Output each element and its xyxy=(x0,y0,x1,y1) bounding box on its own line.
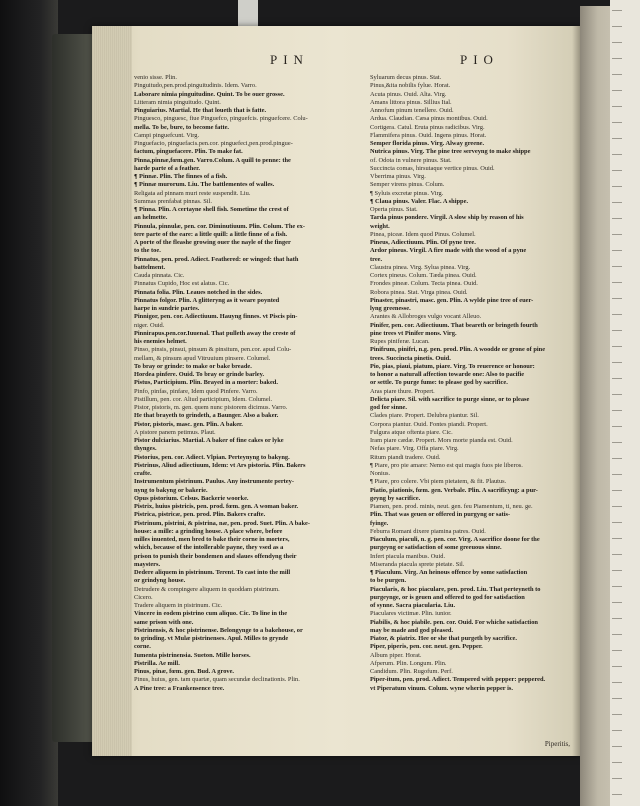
right-column-line: Cortigera. Catul. Eruta pinus radicibus. Virg. xyxy=(370,123,485,131)
left-column-line: Pistor dulciarius. Martial. A baker of fine cakes or lyke xyxy=(134,437,284,444)
right-column-line: Miseranda piacula sprete pietate. Sil. xyxy=(370,560,465,568)
ruler-tick xyxy=(612,762,622,763)
left-column-line: same prison with one. xyxy=(134,618,194,626)
right-column-line: ¶ Piaculum. Virg. An heinous offence by some satisfaction xyxy=(370,569,528,576)
ruler-tick xyxy=(612,650,622,651)
ruler-tick xyxy=(612,138,622,139)
right-column-line: Fulgura atque oftenta piare. Cic. xyxy=(370,428,453,436)
left-column-line: maysters. xyxy=(134,560,161,568)
ruler-tick xyxy=(612,58,622,59)
right-column-line: Ardua. Claudian. Cæsa pinus montibus. Ouid. xyxy=(370,115,488,123)
left-column-line: To bray or grinde: to make or bake breade. xyxy=(134,362,252,370)
ruler-tick xyxy=(612,122,622,123)
catchword: Piperitis, xyxy=(544,740,570,748)
right-column-line: Delicta piare. Sil. with sacrifice to purge sinne, or to please xyxy=(370,395,530,403)
left-column-line: Pinnirapus.pen.cor.Iuuenal. That pulleth away the creste of xyxy=(134,329,296,337)
ruler-tick xyxy=(612,474,622,475)
right-column-line: Clades piare. Propert. Delubra piantur. Sil. xyxy=(370,412,479,420)
left-column-line: factum, pinguefacere. Plin. To make fat. xyxy=(134,148,243,156)
left-column-line: which, because of the intollerable payne, they vsed as a xyxy=(134,544,284,552)
left-column-line: an helmette. xyxy=(134,214,168,222)
right-column-line: to be purgen. xyxy=(370,577,407,585)
right-column-line: Piatio, piationis, fœm. gen. Verbale. Plin. A sacrificyng: a pur- xyxy=(370,486,538,494)
left-column-line: Pistrinus, Aliud adiectiuum, Idem: vt Ars pistoria. Plin. Bakers xyxy=(134,461,306,469)
left-column-line: Cicero. xyxy=(134,593,153,601)
right-column-line: Piaculum, piaculi, n. g. pen. cor. Virg. A sacrifice doone for the xyxy=(370,536,540,543)
left-column-line: Pinna,pinnæ,fœm.gen. Varro.Colum. A quill to penne: the xyxy=(134,156,291,164)
right-column-line: Pinea, piceæ. Idem quod Pinus. Columel. xyxy=(370,230,476,238)
left-column-line: harpe in sundrie partes. xyxy=(134,305,200,312)
right-column-line: Pinifer, pen. cor. Adiectiuum. That beareth or bringeth fourth xyxy=(370,321,538,329)
left-column-line: Pinnigor, pen. cor. Adiectiuum. Hauyng finnes. vt Piscis pin- xyxy=(134,313,298,321)
right-column-line: trees. Succincta pinetis. Ouid. xyxy=(370,354,451,362)
left-column-line: milles inuented, men bred to bake their corne in morters, xyxy=(134,536,290,543)
ruler-tick xyxy=(612,554,622,555)
ruler-tick xyxy=(612,346,622,347)
right-column-line: Cortex pineus. Colum. Tæda pinea. Ouid. xyxy=(370,272,477,279)
left-column-line: Pistor, pistoris, masc. gen. Plin. A baker. xyxy=(134,420,243,428)
right-column-line: pine trees vt Pinifer mons. Virg. xyxy=(370,329,457,337)
right-column-line: purgeyng or satisfaction of some greeuous sinne. xyxy=(370,544,502,552)
ruler-tick xyxy=(612,266,622,267)
right-column-line: Claustra pinea. Virg. Sylua pinea. Virg. xyxy=(370,263,471,271)
ruler-tick xyxy=(612,730,622,731)
left-column-line: Pinnula, pinnulæ, pen. cor. Diminutiuum. Plin. Colum. The ex- xyxy=(134,222,305,230)
right-column-line: Frondes pineæ. Colum. Tecta pinea. Ouid. xyxy=(370,280,478,288)
right-column-line: may be made and god pleased. xyxy=(370,626,454,634)
right-column-line: lyng greenesse. xyxy=(370,305,411,312)
left-column-line: Pistrica, pistricæ, pen. prod. Plin. Bakers crafte. xyxy=(134,511,266,519)
left-column-line: Vincere in eodem pistrino cum aliquo. Cic. To line in the xyxy=(134,610,288,618)
left-column-line: Hordea pinfere. Ouid. To bray or grinde barley. xyxy=(134,371,265,378)
left-column-line: Cauda pinnata. Cic. xyxy=(134,272,185,279)
left-column-line: Summas prenfabat pinnas. Sil. xyxy=(134,197,212,205)
right-column-line: Pinifrum, pinifri, n.g. pen. prod. Plin. A woodde or grone of pine xyxy=(370,346,546,354)
right-column-line: Album piper. Horat. xyxy=(370,651,422,659)
left-column-line: nyng to bakyng or bakerie. xyxy=(134,486,208,494)
left-column-line: Pistrinensis, & hoc pistrinense. Belongynge to a bakehouse, or xyxy=(134,626,303,634)
scan-background-left xyxy=(0,0,58,806)
left-column-line: Religata ad pinnam muri reste suspendit. Liu. xyxy=(134,189,251,197)
left-column-line: Iumenta pistrinensia. Sueton. Mille horses. xyxy=(134,651,251,659)
left-column-line: Pinnata folia. Plin. Leaues notched in the sides. xyxy=(134,288,263,296)
left-column-line: Pistillum, pen. cor. Aliud participium, Idem. Columel. xyxy=(134,395,273,403)
right-column-line: ¶ Piare, pro colere. Vbi piem pietatem, & fit. Plautus. xyxy=(370,478,507,486)
right-column-line: Operta pinus. Stat. xyxy=(370,206,418,213)
left-column-line: A porte of the fleashe growing ouer the nayle of the finger xyxy=(134,239,291,246)
left-column-line: A pistore panem petimus. Plaut. xyxy=(134,428,216,436)
running-head-left: PIN xyxy=(270,52,309,67)
right-column-line: Nonius. xyxy=(370,470,391,477)
left-column-line: ¶ Pinnæ murorum. Liu. The battlementes of walles. xyxy=(134,181,275,189)
ruler-tick xyxy=(612,250,622,251)
page-stack-edge xyxy=(92,26,132,756)
ruler-tick xyxy=(612,634,622,635)
left-column-line: niger. Ouid. xyxy=(134,321,165,329)
ruler-tick xyxy=(612,666,622,667)
left-column-line: Campi pinguefcunt. Virg. xyxy=(134,131,200,139)
ruler-tick xyxy=(612,522,622,523)
right-column-line: Amans littora pinus. Sillius Ital. xyxy=(370,98,452,106)
right-column-line: Afperum. Plin. Longum. Plin. xyxy=(370,659,447,667)
ruler-tick xyxy=(612,202,622,203)
left-column-line: Tradere aliquem in pistrinum. Cic. xyxy=(134,602,223,609)
left-column-line: Pinfo, pinfas, pinfare, Idem quod Pinfere. Varro. xyxy=(134,387,258,395)
ruler-tick xyxy=(612,90,622,91)
left-column-line: Pistrilla. Ae mill. xyxy=(134,659,180,667)
right-column-line: ¶ Claua pinus. Valer. Flac. A shippe. xyxy=(370,197,469,205)
ruler-tick xyxy=(612,410,622,411)
right-column-line: Pineus, Adiectiuum. Plin. Of pyne tree. xyxy=(370,239,476,246)
right-column-line: Robora pinea. Stat. Virga pinea. Ouid. xyxy=(370,288,468,296)
right-column-line: Ardor pineus. Virgil. A fire made with the wood of a pyne xyxy=(370,247,527,255)
right-column-line: ¶ Piare, pro pie amare: Nemo est qui magis fuos pie liberos. xyxy=(370,461,523,469)
left-column-line: ¶ Pinnæ. Plin. The finnes of a fish. xyxy=(134,173,228,180)
right-column-line: of synne. Sacra piacularia. Liu. xyxy=(370,602,456,609)
right-column-line: ¶ Syluis excretæ pinus. Virg. xyxy=(370,189,444,197)
left-column-line: to grinding. vt Mulæ pistrinenses. Apul. Milles to grynde xyxy=(134,635,289,642)
left-column-line: Instrumentum pistrinum. Paulus. Any instrumente pertey- xyxy=(134,478,294,486)
right-column-line: Pio, pias, piaui, piatum, piare. Virg. To reuerence or honour: xyxy=(370,362,535,370)
right-column-line: weight. xyxy=(370,222,390,230)
left-column-line: Pinnatus folgor. Plin. A glitteryng as it weare poynted xyxy=(134,296,280,304)
right-column-line: Acuta pinus. Ouid. Alta. Virg. xyxy=(370,90,447,98)
ruler-tick xyxy=(612,714,622,715)
left-column-line: house: a mille: a grinding house. A place where, before xyxy=(134,527,283,535)
ruler-tick xyxy=(612,298,622,299)
right-column-line: Tarda pinus pondere. Virgil. A slow ship by reason of his xyxy=(370,214,524,222)
right-column-line: Piper-itum, pen. prod. Adiect. Tempered with pepper: peppered. xyxy=(370,676,546,684)
right-column-line: Arantes & Allobroges vulgo vocant Alleuo. xyxy=(370,313,482,321)
ruler-tick xyxy=(612,698,622,699)
left-column-line: venio sisse. Plin. xyxy=(134,74,177,81)
right-column-line: Feburra Romani dixere piamina patres. Ouid. xyxy=(370,527,486,535)
ruler-tick xyxy=(612,538,622,539)
ruler-tick xyxy=(612,154,622,155)
left-column-line: Pinguesco, pinguesc, fiue Pinguefco, pinguefcis. pinguefcere. Colu- xyxy=(134,115,308,123)
ruler-tick xyxy=(612,394,622,395)
ruler-tick xyxy=(612,234,622,235)
ruler-tick xyxy=(612,426,622,427)
right-column-line: Candidum. Plin. Rugofum. Perf. xyxy=(370,668,453,675)
right-text-column xyxy=(370,74,570,693)
right-column-line: Flammifera pinus. Ouid. Ingens pinus. Horat. xyxy=(370,131,487,139)
right-column-line: to honor a naturall affection towarde one: Also to pacifie xyxy=(370,371,525,378)
ruler-tick xyxy=(612,362,622,363)
scanner-ruler-right xyxy=(610,0,640,806)
right-column-line: Vberrima pinus. Virg. xyxy=(370,173,426,180)
left-column-line: mellam, & pinsum apud Vitruuium pinsere. Columel. xyxy=(134,354,271,362)
ruler-tick xyxy=(612,794,622,795)
running-head xyxy=(140,52,570,68)
ruler-tick xyxy=(612,330,622,331)
ruler-tick xyxy=(612,314,622,315)
left-column-line: tere parte of the eare: a little quill: a little finne of a fish. xyxy=(134,230,288,238)
ruler-tick xyxy=(612,378,622,379)
right-column-line: fyinge. xyxy=(370,519,389,527)
left-column-line: crafte. xyxy=(134,470,152,477)
left-column-line: Pistrix, huius pistricis, pen. prod. fœm. gen. A woman baker. xyxy=(134,503,299,510)
right-column-line: Infert piacula manibus. Ouid. xyxy=(370,552,446,560)
ruler-tick xyxy=(612,106,622,107)
right-column-line: Pinus,&ita nobilis fylue. Horat. xyxy=(370,82,451,90)
left-column-line: Pinnatus Cupido, Hoc est alatus. Cic. xyxy=(134,280,230,288)
ruler-tick xyxy=(612,42,622,43)
ruler-tick xyxy=(612,442,622,443)
ruler-tick xyxy=(612,10,622,11)
right-column-line: purgeynge, or is geuen and offered to god for satisfaction xyxy=(370,593,525,601)
ruler-tick xyxy=(612,186,622,187)
left-column-line: Pistorius, pen. cor. Adiect. Vlpian. Perteynyng to bakyng. xyxy=(134,453,290,461)
left-column-line: prison to punish their bondemen and slaues offendyng their xyxy=(134,552,297,560)
ruler-tick xyxy=(612,682,622,683)
right-column-line: Ritum piandi tradere. Ouid. xyxy=(370,453,441,461)
ruler-tick xyxy=(612,618,622,619)
running-head-right: PIO xyxy=(460,52,499,67)
right-column-line: Piabilis, & hoc piabile. pen. cor. Ouid. For whiche satisfaction xyxy=(370,618,538,626)
right-column-line: or settle. To purge fume: to please god by sacrifice. xyxy=(370,379,508,387)
ruler-tick xyxy=(612,746,622,747)
left-column-line: Opus pistorium. Celsus. Backerie woorke. xyxy=(134,494,249,502)
left-column-line: thynges. xyxy=(134,445,157,453)
left-column-line: or grindyng house. xyxy=(134,577,186,585)
right-column-line: Nefas piare. Virg. Offa piare. Virg. xyxy=(370,445,459,453)
right-column-line: Piator, & piatrix. Hee or she that purgeth by sacrifice. xyxy=(370,635,517,642)
right-column-line: Piper, piperis, pen. cor. neut. gen. Pepper. xyxy=(370,643,483,651)
left-column-line: Pinguitudo,pen.prod.pinguitudinis. Idem. Varro. xyxy=(134,82,257,90)
left-column-line: harde parte of a feather. xyxy=(134,164,200,172)
ruler-tick xyxy=(612,570,622,571)
right-column-line: Plin. That was geuen or offered in purgyng or satis- xyxy=(370,511,511,519)
left-column-line: Detrudere & compingere aliquem in quoddam pistrinum. xyxy=(134,585,280,593)
right-column-line: god for sinne. xyxy=(370,404,407,411)
right-column-line: Iram piare cædæ. Propert. Mors morte pianda est. Ouid. xyxy=(370,437,513,444)
ruler-tick xyxy=(612,778,622,779)
left-column-line: corne. xyxy=(134,643,151,651)
left-column-line: Pinguiarius. Martial. He that loueth that is fatte. xyxy=(134,107,267,114)
right-column-line: Pinaster, pinastri, masc. gen. Plin. A wylde pine tree of euer- xyxy=(370,296,534,304)
right-column-line: vt Piperatum vinum. Colum. wyne wherin pepper is. xyxy=(370,684,513,692)
ruler-tick xyxy=(612,74,622,75)
ruler-tick xyxy=(612,490,622,491)
right-column-line: Annofum pinum tenellere. Ouid. xyxy=(370,107,454,114)
right-column-line: Piaculares victimæ. Plin. iunior. xyxy=(370,610,452,618)
ruler-tick xyxy=(612,282,622,283)
left-column-line: Dedere aliquem in pistrinum. Terent. To cast into the mill xyxy=(134,569,291,576)
right-column-line: Semper florida pinus. Virg. Alway greene. xyxy=(370,140,485,147)
left-column-line: A Pine tree: a Frankensence tree. xyxy=(134,684,225,692)
ruler-tick xyxy=(612,26,622,27)
left-column-line: Pistor, pistoris, m. gen. quem nunc pistorem dicimus. Varro. xyxy=(134,404,288,411)
right-column-line: of. Odota in vulnere pinus. Stat. xyxy=(370,156,452,164)
left-column-line: Pistus, Participium. Plin. Brayed in a morter: baked. xyxy=(134,379,278,387)
ruler-tick xyxy=(612,458,622,459)
ruler-tick xyxy=(612,602,622,603)
ruler-tick xyxy=(612,170,622,171)
left-column-line: Pistrinum, pistrini, & pistrina, næ, pen. prod. Suet. Plin. A bake- xyxy=(134,519,311,527)
right-column-line: Succincta comas, hirsutaque vertice pinus. Ouid. xyxy=(370,164,495,172)
left-column-line: battelment. xyxy=(134,263,166,271)
right-column-line: Syluarum decus pinus. Stat. xyxy=(370,74,442,81)
ruler-tick xyxy=(612,218,622,219)
left-column-line: Pinus, huius, gen. tam quartæ, quam secundæ declinationis. Plin. xyxy=(134,676,300,684)
left-column-line: Pinus, pinæ, fœm. gen. Bud. A grove. xyxy=(134,668,235,675)
left-column-line: Litteram nimia pinguitudo. Quint. xyxy=(134,98,221,106)
right-column-line: geyng by sacrifice. xyxy=(370,494,421,502)
right-column-line: Nutrica pinus. Virg. The pine tree serveyng to make shippe xyxy=(370,148,531,156)
right-column-line: Piacularis, & hoc piaculare, pen. prod. Liu. That perteyneth to xyxy=(370,585,541,593)
ruler-tick xyxy=(612,506,622,507)
left-column-line: Pinguefacio, pinguefacis.pen.cor. pinguefeci,pen.prod.pingue- xyxy=(134,140,293,147)
right-column-line: Aras piare thure. Propert. xyxy=(370,387,435,395)
left-text-column xyxy=(134,74,366,693)
left-column-line: his enemies helmet. xyxy=(134,338,187,345)
right-column-line: tree. xyxy=(370,255,383,263)
right-column-line: Piamen, pen. prod. minis, neut. gen. feu Piamentum, ti, neu. ge. xyxy=(370,503,533,510)
left-column-line: Pinnatus, pen. prod. Adiect. Feathered: or winged: that hath xyxy=(134,255,299,263)
ruler-tick xyxy=(612,586,622,587)
left-column-line: Pinso, pinsis, pinsui, pinsum & pinsitum, pen.cor. apud Colu- xyxy=(134,346,292,354)
left-column-line: Laborare nimia pinguitudine. Quint. To be ouer grosse. xyxy=(134,90,285,98)
right-column-line: Rupes piniferæ. Lucan. xyxy=(370,338,430,345)
left-column-line: mella. To be, bure, to become fatte. xyxy=(134,123,230,131)
right-column-line: Corpora piantur. Ouid. Fontes piandi. Propert. xyxy=(370,420,488,428)
left-column-line: to the toe. xyxy=(134,247,161,255)
left-column-line: ¶ Pinna. Plin. A certayne shell fish. Sometime the crest of xyxy=(134,206,289,213)
right-column-line: Semper virens pinus. Colum. xyxy=(370,181,445,189)
left-column-line: He that brayeth to grindeth, a Baunger. Also a baker. xyxy=(134,412,279,420)
